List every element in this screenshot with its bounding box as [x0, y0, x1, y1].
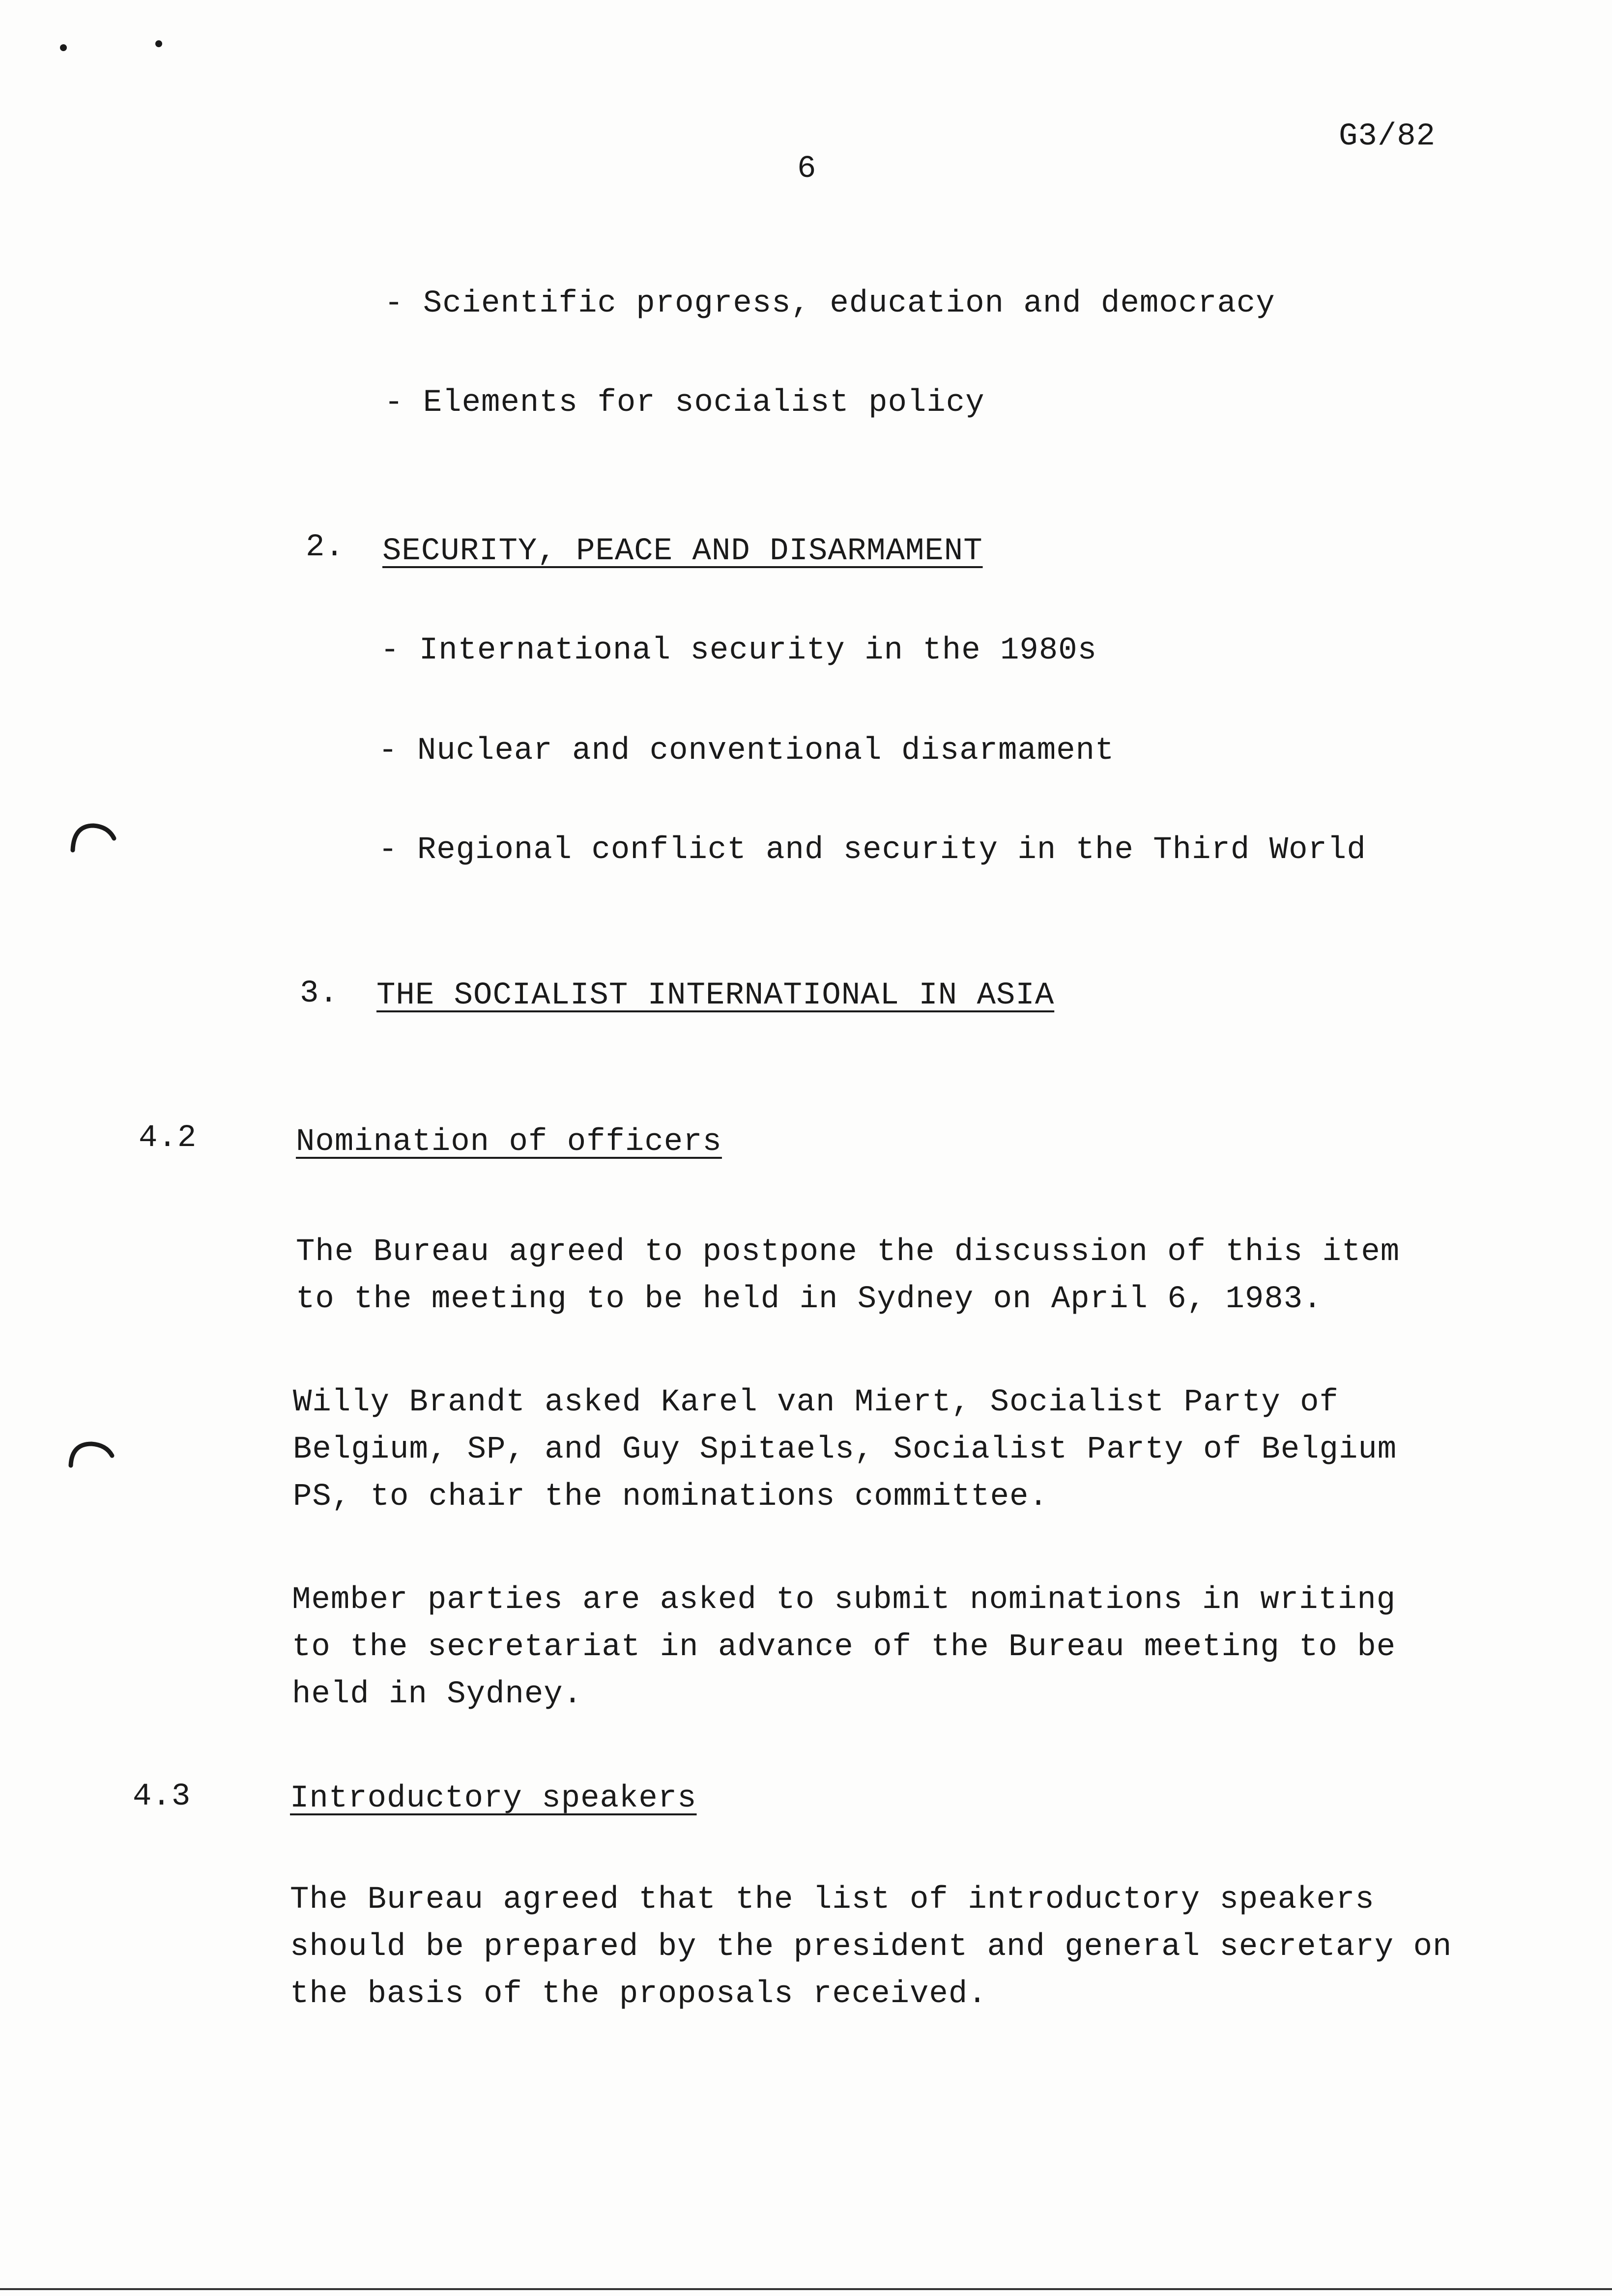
paragraph — [292, 1577, 1396, 1718]
paragraph-line: The Bureau agreed to postpone the discussion of this item — [296, 1234, 1400, 1270]
agenda-bullet: - Nuclear and conventional disarmament — [378, 733, 1115, 769]
punch-hole-mark — [69, 816, 118, 855]
page-bottom-edge — [0, 2288, 1612, 2290]
agenda-bullet: - Elements for socialist policy — [384, 385, 985, 421]
section-number: 4.3 — [133, 1779, 191, 1814]
agenda-item-number: 2. — [306, 530, 345, 565]
section-heading: Nomination of officers — [296, 1124, 722, 1160]
scan-dot-mark — [60, 44, 67, 51]
paragraph — [296, 1229, 1400, 1323]
agenda-bullet: - Regional conflict and security in the Third World — [378, 832, 1366, 868]
agenda-bullet: - International security in the 1980s — [380, 633, 1097, 668]
page-number: 6 — [797, 151, 817, 187]
agenda-item-title: THE SOCIALIST INTERNATIONAL IN ASIA — [376, 978, 1055, 1013]
paragraph — [293, 1379, 1397, 1521]
agenda-item-number: 3. — [300, 976, 339, 1011]
paragraph-line: to the meeting to be held in Sydney on April 6, 1983. — [296, 1282, 1323, 1317]
section-heading: Introductory speakers — [290, 1781, 697, 1816]
paragraph-line: Belgium, SP, and Guy Spitaels, Socialist Party of Belgium — [293, 1432, 1397, 1467]
paragraph-line: Willy Brandt asked Karel van Miert, Socialist Party of — [293, 1385, 1339, 1420]
section-number: 4.2 — [139, 1120, 197, 1156]
paragraph-line: Member parties are asked to submit nominations in writing — [292, 1582, 1396, 1618]
scan-dot-mark — [155, 40, 162, 47]
paragraph-line: The Bureau agreed that the list of introductory speakers — [290, 1882, 1375, 1918]
agenda-item-title: SECURITY, PEACE AND DISARMAMENT — [382, 534, 983, 569]
punch-hole-mark — [67, 1435, 116, 1474]
agenda-bullet: - Scientific progress, education and democracy — [384, 286, 1275, 321]
document-code: G3/82 — [1339, 119, 1436, 154]
paragraph-line: should be prepared by the president and general secretary on — [290, 1929, 1452, 1965]
paragraph-line: held in Sydney. — [292, 1677, 583, 1712]
paragraph-line: PS, to chair the nominations committee. — [293, 1479, 1048, 1515]
paragraph-line: to the secretariat in advance of the Bureau meeting to be — [292, 1630, 1396, 1665]
paragraph-line: the basis of the proposals received. — [290, 1977, 987, 2012]
paragraph — [290, 1876, 1452, 2018]
